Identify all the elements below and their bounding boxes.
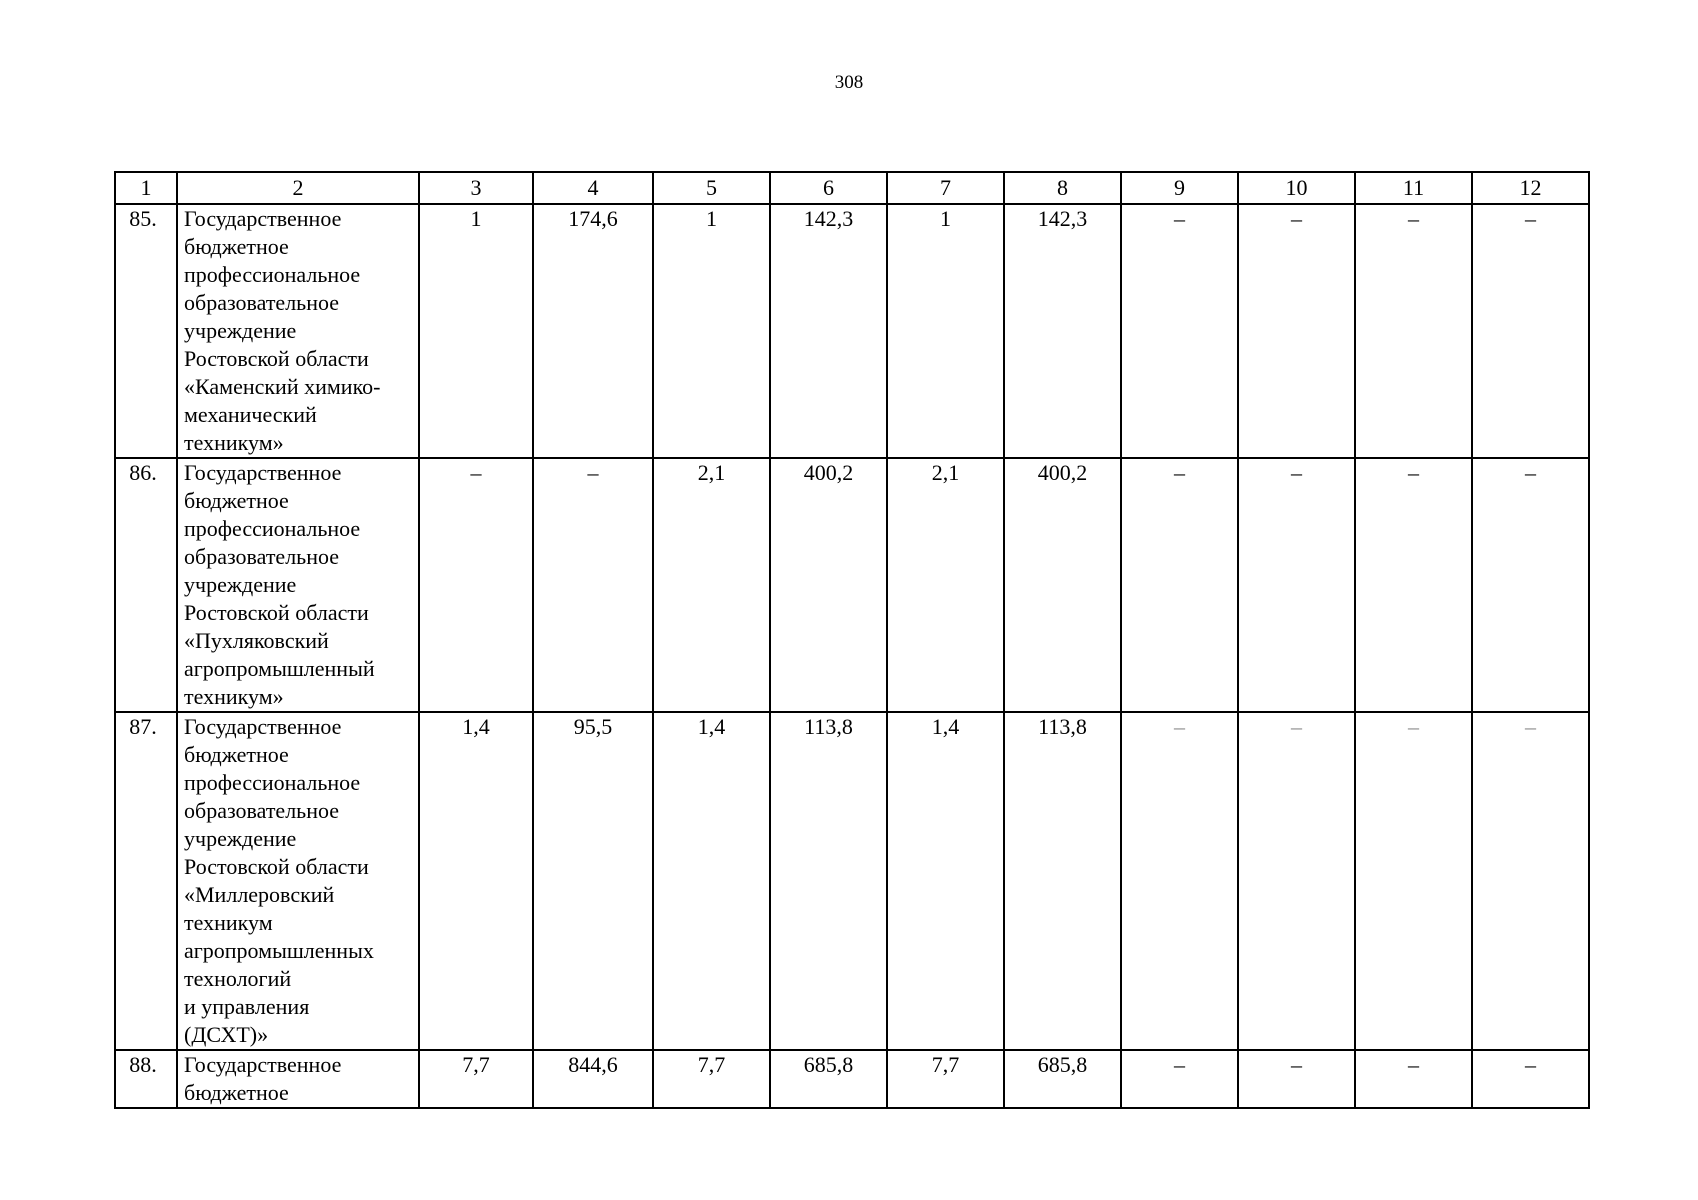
name-line: образовательное [184,544,340,569]
name-line: профессиональное [184,262,361,287]
name-line: технологий [184,966,292,991]
value-cell: 7,7 [653,1050,770,1108]
value-cell: – [1472,204,1589,458]
table-row [115,1050,1589,1108]
name-line: техникум» [184,430,284,455]
column-header: 5 [653,172,770,204]
institution-name [177,1050,419,1108]
value-cell: 400,2 [770,458,887,712]
value-cell: – [1355,204,1472,458]
value-cell: – [1355,1050,1472,1108]
value-cell: 7,7 [887,1050,1004,1108]
value-cell: – [1238,1050,1355,1108]
value-cell: – [1121,712,1238,1050]
table-row [115,712,1589,1050]
value-cell: 1,4 [887,712,1004,1050]
column-header: 2 [177,172,419,204]
value-cell: 142,3 [1004,204,1121,458]
value-cell: 844,6 [533,1050,653,1108]
value-cell: 142,3 [770,204,887,458]
value-cell: – [1238,712,1355,1050]
page-number: 308 [834,72,864,93]
name-line: «Миллеровский [184,882,335,907]
name-line: Государственное [184,714,342,739]
name-line: Ростовской области [184,346,369,371]
row-number: 87. [115,712,177,1050]
name-line: образовательное [184,798,340,823]
name-line: (ДСХТ)» [184,1022,269,1047]
column-header: 7 [887,172,1004,204]
value-cell: 2,1 [653,458,770,712]
name-line: бюджетное [184,1080,289,1105]
column-header: 1 [115,172,177,204]
value-cell: 400,2 [1004,458,1121,712]
value-cell: – [1121,1050,1238,1108]
column-header: 12 [1472,172,1589,204]
column-header: 9 [1121,172,1238,204]
column-header: 4 [533,172,653,204]
header-row [115,172,1589,204]
name-line: техникум [184,910,273,935]
value-cell: – [533,458,653,712]
value-cell: 1 [887,204,1004,458]
name-line: учреждение [184,826,297,851]
name-line: бюджетное [184,234,289,259]
row-number: 85. [115,204,177,458]
row-number: 86. [115,458,177,712]
value-cell: 95,5 [533,712,653,1050]
column-header: 3 [419,172,533,204]
name-line: бюджетное [184,742,289,767]
value-cell: 685,8 [1004,1050,1121,1108]
value-cell: – [1472,1050,1589,1108]
value-cell: 1,4 [419,712,533,1050]
value-cell: – [1472,712,1589,1050]
name-line: Государственное [184,1052,342,1077]
column-header: 8 [1004,172,1121,204]
name-line: техникум» [184,684,284,709]
value-cell: – [1121,204,1238,458]
table-row [115,204,1589,458]
value-cell: 1 [419,204,533,458]
name-line: «Пухляковский [184,628,329,653]
value-cell: – [1121,458,1238,712]
value-cell: 2,1 [887,458,1004,712]
column-header: 6 [770,172,887,204]
name-line: Государственное [184,206,342,231]
table-row [115,458,1589,712]
value-cell: – [1472,458,1589,712]
name-line: учреждение [184,572,297,597]
name-line: и управления [184,994,310,1019]
value-cell: – [419,458,533,712]
name-line: профессиональное [184,770,361,795]
value-cell: 7,7 [419,1050,533,1108]
value-cell: 1,4 [653,712,770,1050]
name-line: учреждение [184,318,297,343]
name-line: профессиональное [184,516,361,541]
value-cell: 174,6 [533,204,653,458]
name-line: механический [184,402,317,427]
column-header: 10 [1238,172,1355,204]
name-line: «Каменский химико- [184,374,381,399]
institution-name [177,712,419,1050]
name-line: Государственное [184,460,342,485]
value-cell: – [1238,458,1355,712]
name-line: Ростовской области [184,854,369,879]
row-number: 88. [115,1050,177,1108]
name-line: образовательное [184,290,340,315]
value-cell: – [1355,712,1472,1050]
value-cell: 1 [653,204,770,458]
name-line: агропромышленный [184,656,375,681]
value-cell: – [1355,458,1472,712]
data-table [114,171,1590,1109]
institution-name [177,458,419,712]
value-cell: – [1238,204,1355,458]
column-header: 11 [1355,172,1472,204]
value-cell: 685,8 [770,1050,887,1108]
name-line: бюджетное [184,488,289,513]
institution-name [177,204,419,458]
name-line: агропромышленных [184,938,374,963]
name-line: Ростовской области [184,600,369,625]
value-cell: 113,8 [1004,712,1121,1050]
value-cell: 113,8 [770,712,887,1050]
